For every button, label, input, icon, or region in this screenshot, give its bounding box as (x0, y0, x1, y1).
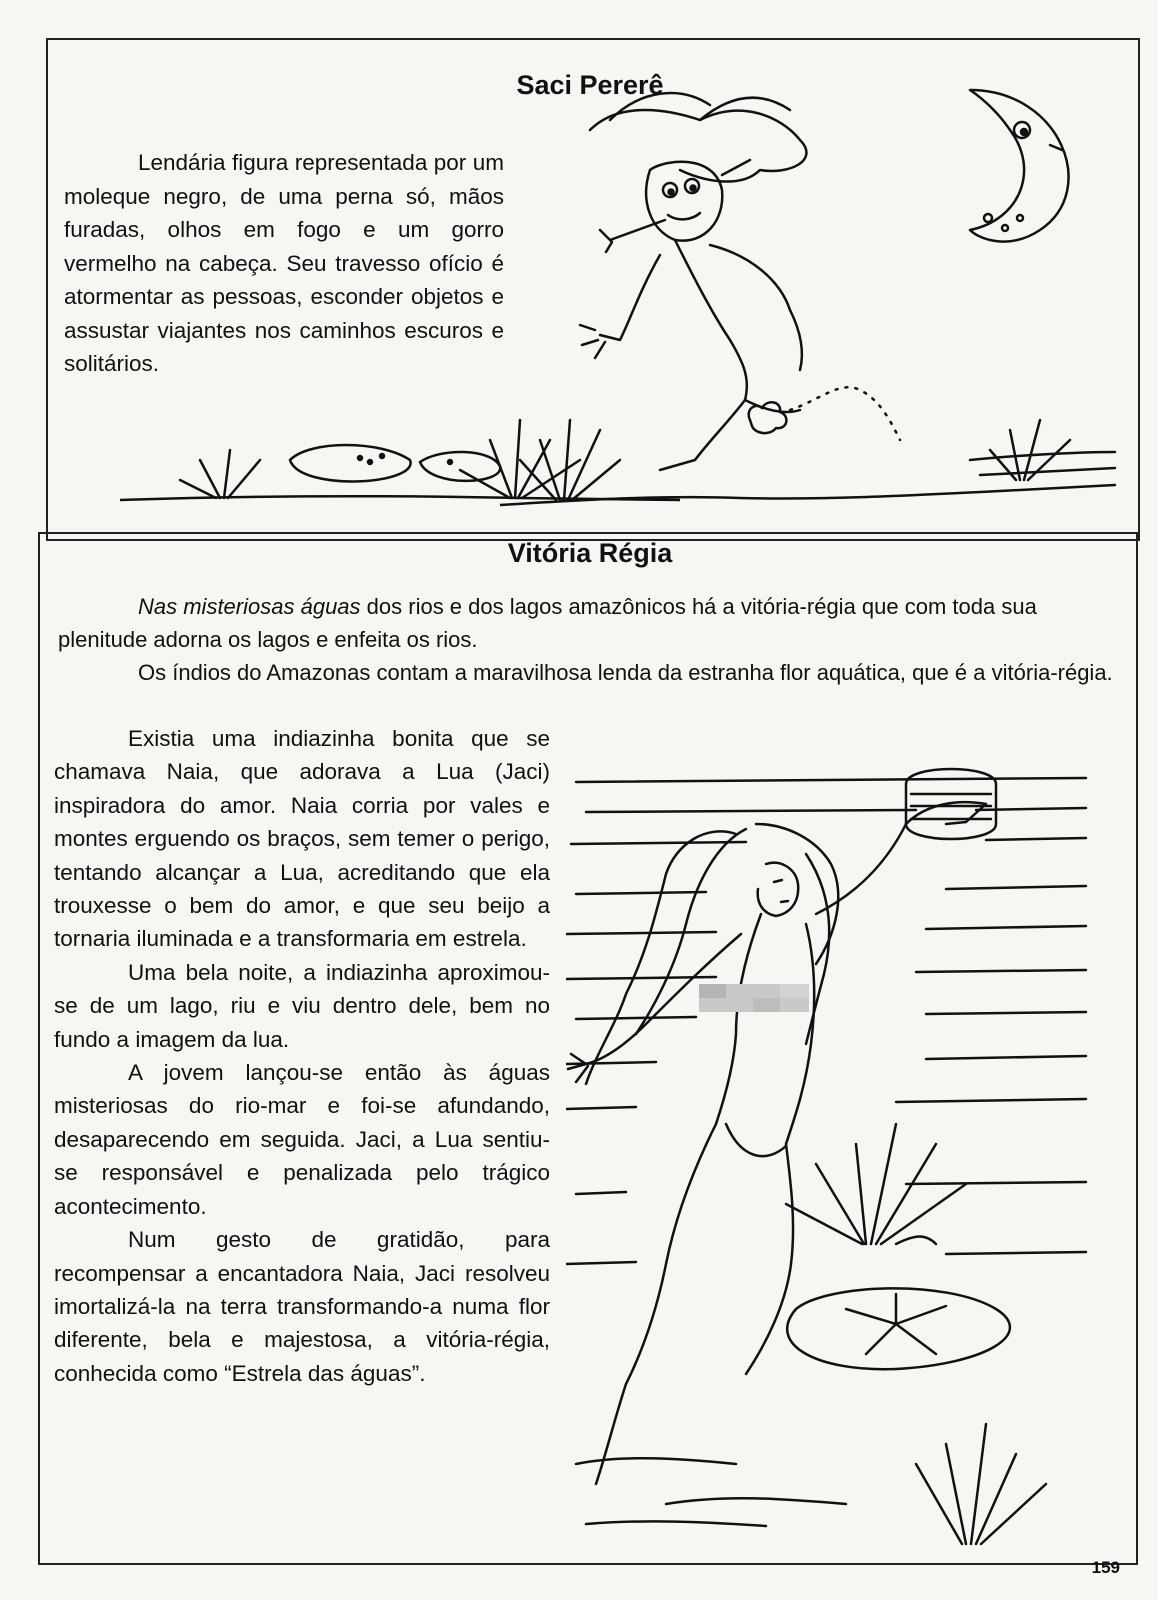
vitoria-intro-emphasis: Nas misteriosas águas (138, 594, 361, 619)
vitoria-paragraph: Uma bela noite, a indiazinha aproximou-se de um lago, riu e viu dentro dele, bem no fundo a imagem da lua. (54, 959, 550, 1052)
vitoria-paragraph: A jovem lançou-se então às águas misteriosas do rio-mar e foi-se afundando, desaparecendo em seguida. Jaci, a Lua sentiu-se responsável e penalizada pelo trágico acontecimento. (54, 1060, 550, 1219)
saci-ground-illustration (120, 400, 680, 520)
naia-illustration (566, 764, 1106, 1554)
vitoria-intro-paragraph-2: Os índios do Amazonas contam a maravilhosa lenda da estranha flor aquática, que é a vitória-régia. (138, 660, 1113, 685)
vitoria-intro-text: dos rios e dos lagos amazônicos há a vitória-régia que com toda sua plenitude adorna os lagos e enfeita os rios. (58, 594, 1037, 652)
vitoria-paragraph: Num gesto de gratidão, para recompensar a encantadora Naia, Jaci resolveu imortalizá-la na terra transformando-a numa flor diferente, bela e majestosa, a vitória-régia, conhecida como “Estrela das águas”. (54, 1227, 550, 1386)
saci-title: Saci Pererê (516, 70, 664, 100)
vitoria-title: Vitória Régia (507, 538, 673, 568)
vitoria-body (54, 722, 550, 1390)
saci-paragraph: Lendária figura representada por um moleque negro, de uma perna só, mãos furadas, olhos em fogo e um gorro vermelho na cabeça. Seu travesso ofício é atormentar as pessoas, esconder objetos e assustar viajantes nos caminhos escuros e solitários. (64, 150, 504, 376)
vitoria-intro (58, 590, 1118, 689)
vitoria-intro-paragraph (58, 590, 1118, 656)
page-number: 159 (1091, 1558, 1120, 1577)
vitoria-paragraph: Existia uma indiazinha bonita que se chamava Naia, que adorava a Lua (Jaci) inspiradora do amor. Naia corria por vales e montes erguendo os braços, sem temer o perigo, tentando alcançar a Lua, acreditando que ela trouxesse o bem do amor, e que seu beijo a tornaria iluminada e a transformaria em estrela. (54, 726, 550, 952)
saci-body (64, 146, 504, 381)
